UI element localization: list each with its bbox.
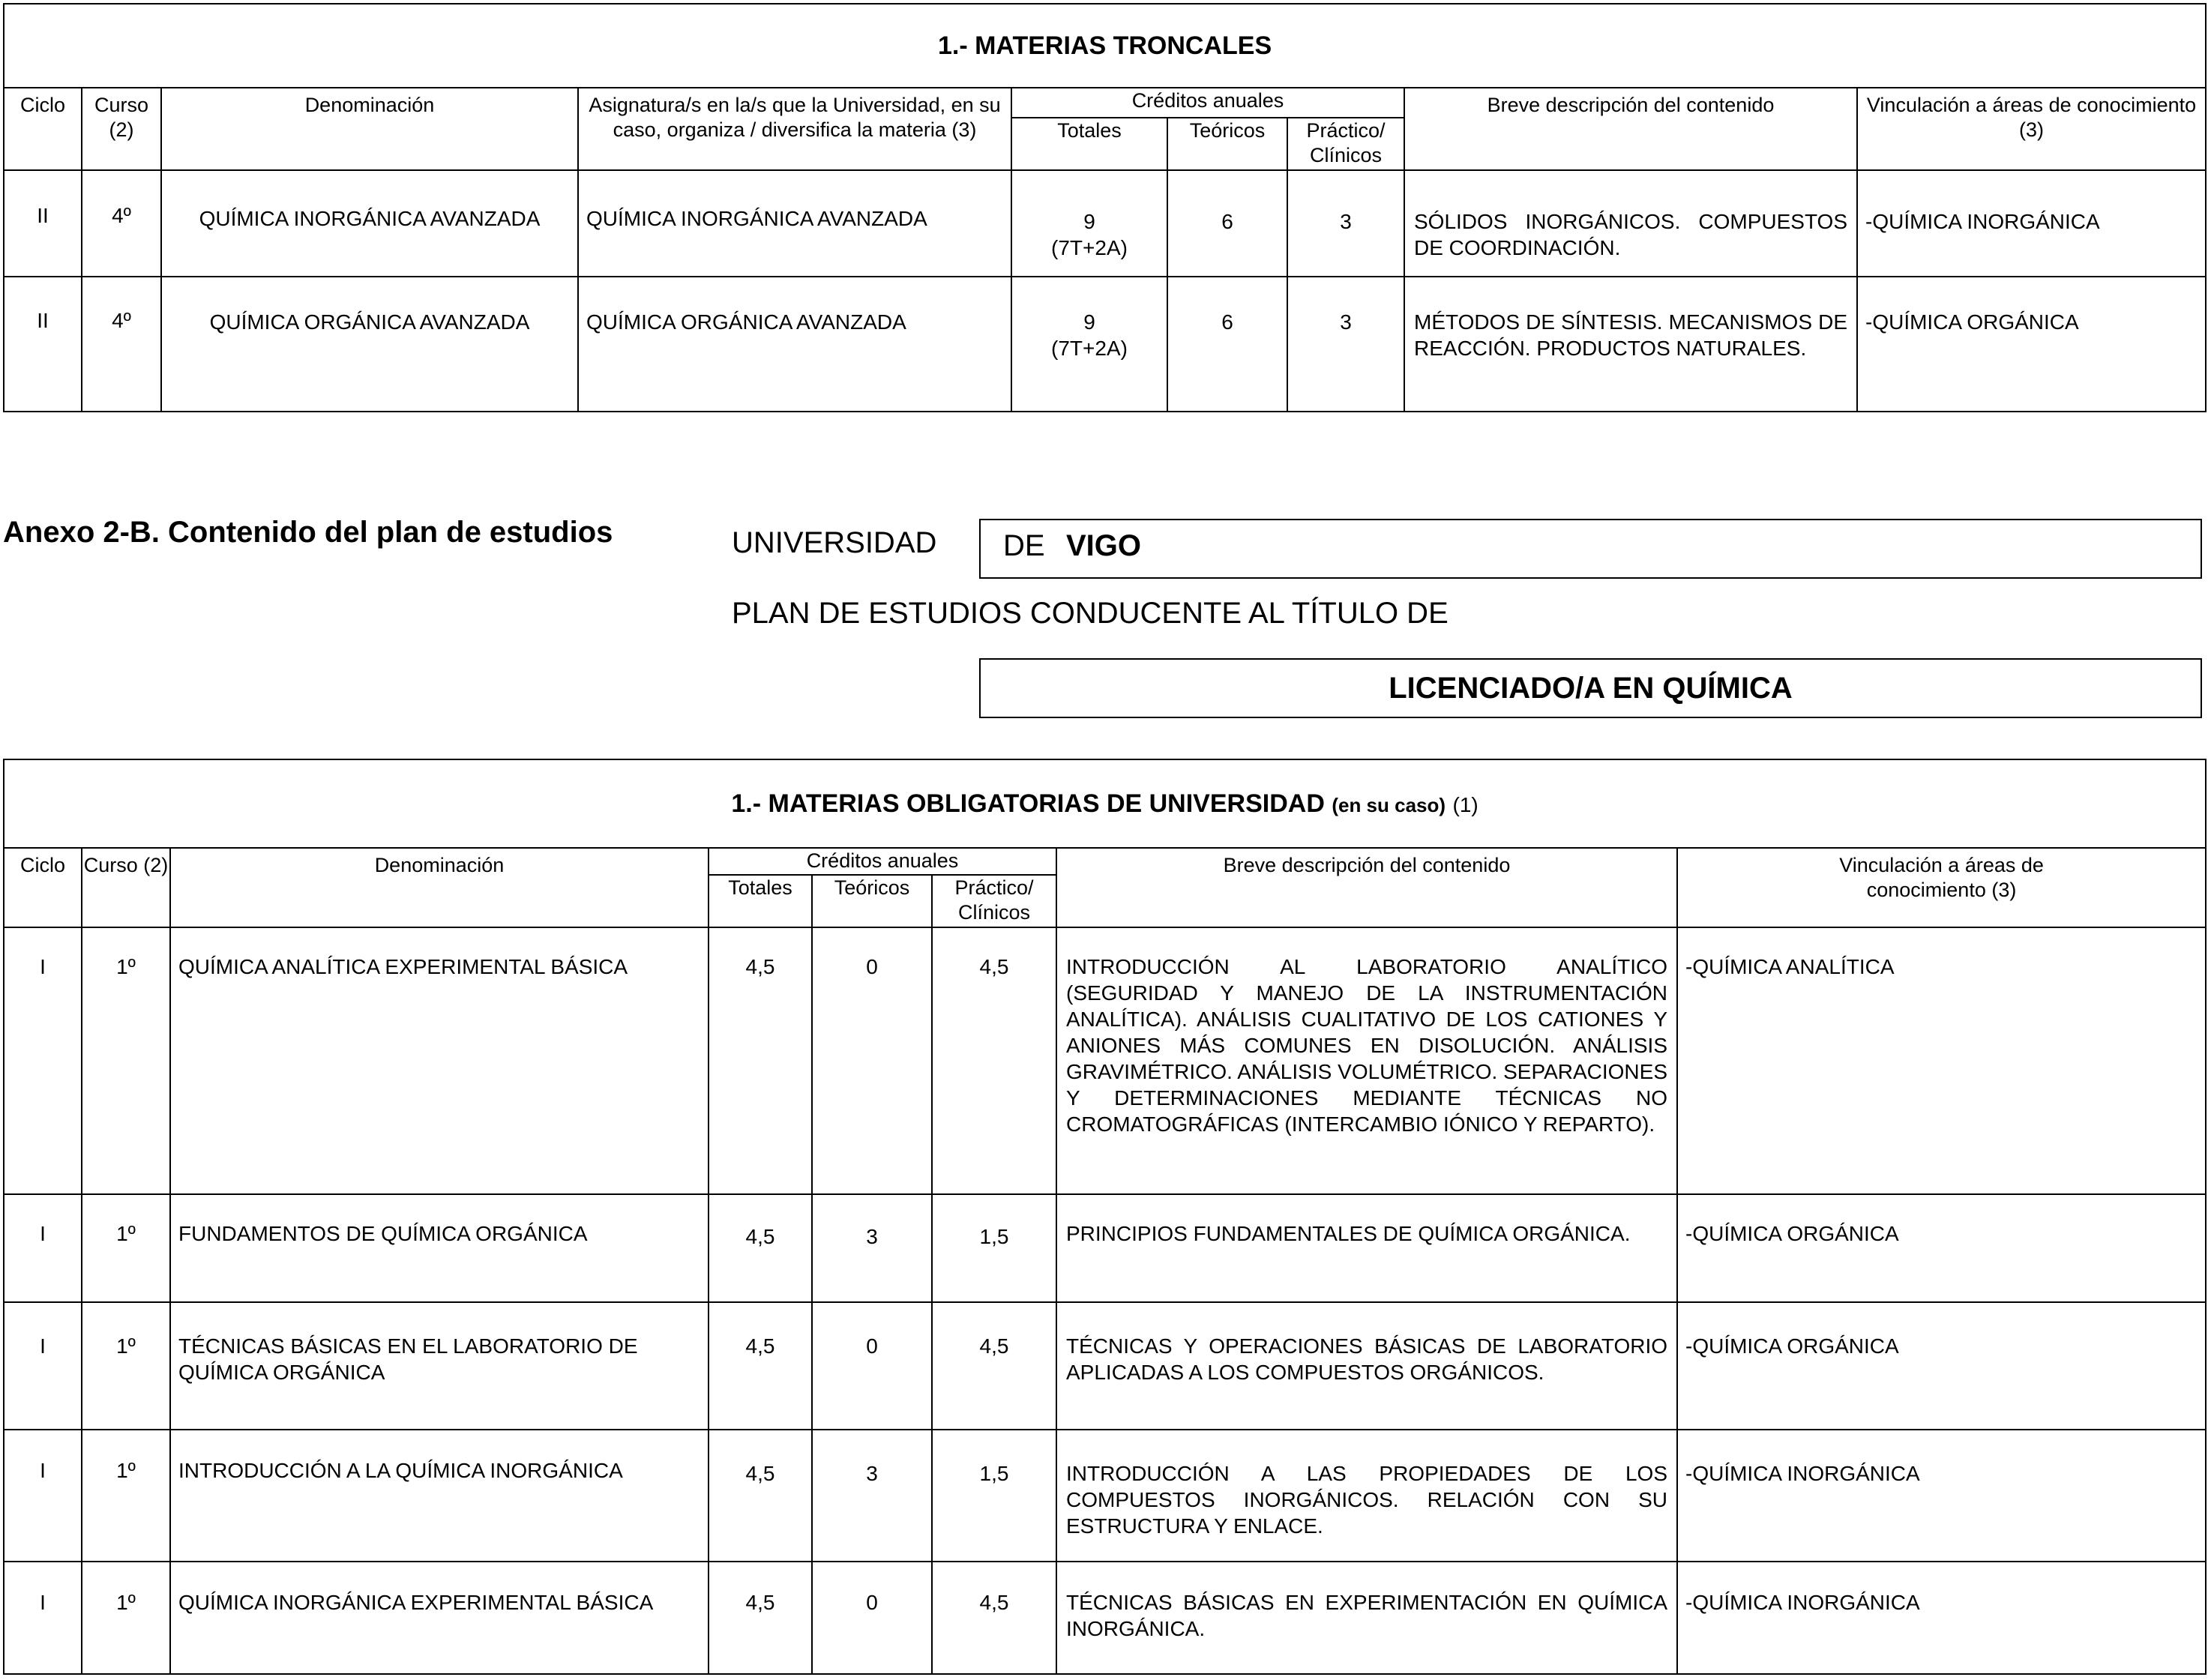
cell-denominacion: TÉCNICAS BÁSICAS EN EL LABORATORIO DE QUÍMICA ORGÁNICA: [170, 1302, 709, 1430]
cell-curso: 4º: [82, 170, 161, 277]
header-denominacion: Denominación: [170, 848, 709, 927]
cell-totales: 4,5: [709, 927, 812, 1194]
cell-ciclo: II: [4, 277, 82, 412]
cell-asignatura: QUÍMICA ORGÁNICA AVANZADA: [578, 277, 1011, 412]
cell-practicos: 1,5: [932, 1430, 1056, 1562]
universidad-label: UNIVERSIDAD: [732, 526, 937, 559]
cell-descripcion: PRINCIPIOS FUNDAMENTALES DE QUÍMICA ORGÁNICA.: [1056, 1194, 1677, 1302]
plan-label: PLAN DE ESTUDIOS CONDUCENTE AL TÍTULO DE: [732, 597, 1449, 630]
cell-totales: [1011, 277, 1167, 412]
cell-denominacion: QUÍMICA ORGÁNICA AVANZADA: [161, 277, 578, 412]
cell-descripcion: TÉCNICAS Y OPERACIONES BÁSICAS DE LABORATORIO APLICADAS A LOS COMPUESTOS ORGÁNICOS.: [1056, 1302, 1677, 1430]
cell-ciclo: I: [4, 1302, 82, 1430]
table-row: [4, 1430, 2206, 1562]
cell-denominacion: QUÍMICA INORGÁNICA AVANZADA: [161, 170, 578, 277]
cell-curso: 1º: [82, 1194, 170, 1302]
cell-teoricos: 3: [812, 1430, 932, 1562]
header-curso: Curso (2): [82, 88, 161, 170]
annex-title: Anexo 2-B. Contenido del plan de estudios: [3, 516, 613, 549]
table-row: [4, 1562, 2206, 1674]
header-denominacion: Denominación: [161, 88, 578, 170]
obligatorias-table: [3, 759, 2207, 1675]
cell-vinculacion: -QUÍMICA ORGÁNICA: [1857, 277, 2206, 412]
titulo-box: LICENCIADO/A EN QUÍMICA: [979, 658, 2202, 718]
cell-ciclo: I: [4, 1562, 82, 1674]
obligatorias-title-main: 1.- MATERIAS OBLIGATORIAS DE UNIVERSIDAD: [731, 789, 1325, 818]
cell-descripcion: INTRODUCCIÓN A LAS PROPIEDADES DE LOS COMPUESTOS INORGÁNICOS. RELACIÓN CON SU ESTRUCTURA Y ENLACE.: [1056, 1430, 1677, 1562]
cell-vinculacion: -QUÍMICA INORGÁNICA: [1677, 1562, 2206, 1674]
totales-detail: (7T+2A): [1051, 337, 1128, 360]
cell-denominacion: QUÍMICA ANALÍTICA EXPERIMENTAL BÁSICA: [170, 927, 709, 1194]
obligatorias-title: [4, 759, 2206, 848]
header-ciclo: Ciclo: [4, 848, 82, 927]
cell-vinculacion: -QUÍMICA INORGÁNICA: [1677, 1430, 2206, 1562]
cell-ciclo: II: [4, 170, 82, 277]
troncales-title: 1.- MATERIAS TRONCALES: [4, 4, 2206, 88]
obligatorias-title-suffix-bold: (en su caso): [1332, 793, 1446, 816]
cell-ciclo: I: [4, 927, 82, 1194]
cell-vinculacion: -QUÍMICA ORGÁNICA: [1677, 1302, 2206, 1430]
header-curso: Curso (2): [82, 848, 170, 927]
header-teoricos: Teóricos: [1167, 118, 1287, 170]
header-ciclo: Ciclo: [4, 88, 82, 170]
cell-teoricos: 0: [812, 1562, 932, 1674]
table-row: [4, 1302, 2206, 1430]
cell-practicos: 4,5: [932, 927, 1056, 1194]
cell-practicos: 3: [1287, 170, 1404, 277]
cell-teoricos: 6: [1167, 277, 1287, 412]
table-row: [4, 277, 2206, 412]
troncales-table: [3, 3, 2207, 412]
cell-vinculacion: -QUÍMICA INORGÁNICA: [1857, 170, 2206, 277]
cell-practicos: 4,5: [932, 1302, 1056, 1430]
cell-vinculacion: -QUÍMICA ANALÍTICA: [1677, 927, 2206, 1194]
cell-denominacion: INTRODUCCIÓN A LA QUÍMICA INORGÁNICA: [170, 1430, 709, 1562]
cell-teoricos: 0: [812, 927, 932, 1194]
cell-teoricos: 0: [812, 1302, 932, 1430]
cell-teoricos: 6: [1167, 170, 1287, 277]
totales-value: 9: [1083, 210, 1095, 233]
cell-ciclo: I: [4, 1430, 82, 1562]
header-vinculacion: Vinculación a áreas de conocimiento (3): [1677, 848, 2206, 927]
cell-totales: [1011, 170, 1167, 277]
totales-value: 9: [1083, 310, 1095, 334]
header-creditos: Créditos anuales: [1011, 88, 1404, 118]
cell-asignatura: QUÍMICA INORGÁNICA AVANZADA: [578, 170, 1011, 277]
cell-descripcion: INTRODUCCIÓN AL LABORATORIO ANALÍTICO (SEGURIDAD Y MANEJO DE LA INSTRUMENTACIÓN ANALÍTICA). ANÁLISIS CUALITATIVO DE LOS CATIONES Y ANIONES MÁS COMUNES EN DISOLUCIÓN. ANÁLISIS GRAVIMÉTRICO. ANÁLISIS VOLUMÉTRICO. SEPARACIONES Y DETERMINACIONES MEDIANTE TÉCNICAS NO CROMATOGRÁFICAS (INTERCAMBIO IÓNICO Y REPARTO).: [1056, 927, 1677, 1194]
header-descripcion: Breve descripción del contenido: [1056, 848, 1677, 927]
header-descripcion: Breve descripción del contenido: [1404, 88, 1857, 170]
cell-curso: 1º: [82, 927, 170, 1194]
cell-practicos: 3: [1287, 277, 1404, 412]
cell-teoricos: 3: [812, 1194, 932, 1302]
obligatorias-title-suffix: (1): [1452, 792, 1478, 816]
universidad-name: VIGO: [1066, 529, 1142, 562]
cell-curso: 1º: [82, 1562, 170, 1674]
cell-descripcion: MÉTODOS DE SÍNTESIS. MECANISMOS DE REACCIÓN. PRODUCTOS NATURALES.: [1404, 277, 1857, 412]
header-vinculacion: Vinculación a áreas de conocimiento (3): [1857, 88, 2206, 170]
cell-totales: 4,5: [709, 1562, 812, 1674]
universidad-prefix: DE: [1003, 529, 1045, 562]
cell-curso: 1º: [82, 1430, 170, 1562]
cell-descripcion: TÉCNICAS BÁSICAS EN EXPERIMENTACIÓN EN QUÍMICA INORGÁNICA.: [1056, 1562, 1677, 1674]
cell-totales: 4,5: [709, 1194, 812, 1302]
header-practicos: Práctico/ Clínicos: [932, 875, 1056, 927]
cell-denominacion: FUNDAMENTOS DE QUÍMICA ORGÁNICA: [170, 1194, 709, 1302]
cell-practicos: 1,5: [932, 1194, 1056, 1302]
cell-totales: 4,5: [709, 1302, 812, 1430]
universidad-box: [979, 519, 2202, 579]
header-asignaturas: Asignatura/s en la/s que la Universidad, en su caso, organiza / diversifica la materia (3): [578, 88, 1011, 170]
header-totales: Totales: [709, 875, 812, 927]
header-creditos: Créditos anuales: [709, 848, 1056, 875]
table-row: [4, 170, 2206, 277]
header-teoricos: Teóricos: [812, 875, 932, 927]
cell-vinculacion: -QUÍMICA ORGÁNICA: [1677, 1194, 2206, 1302]
cell-descripcion: SÓLIDOS INORGÁNICOS. COMPUESTOS DE COORDINACIÓN.: [1404, 170, 1857, 277]
table-row: [4, 1194, 2206, 1302]
totales-detail: (7T+2A): [1051, 236, 1128, 259]
cell-curso: 4º: [82, 277, 161, 412]
cell-practicos: 4,5: [932, 1562, 1056, 1674]
cell-ciclo: I: [4, 1194, 82, 1302]
header-totales: Totales: [1011, 118, 1167, 170]
cell-curso: 1º: [82, 1302, 170, 1430]
cell-totales: 4,5: [709, 1430, 812, 1562]
header-practicos: Práctico/ Clínicos: [1287, 118, 1404, 170]
table-row: [4, 927, 2206, 1194]
cell-denominacion: QUÍMICA INORGÁNICA EXPERIMENTAL BÁSICA: [170, 1562, 709, 1674]
